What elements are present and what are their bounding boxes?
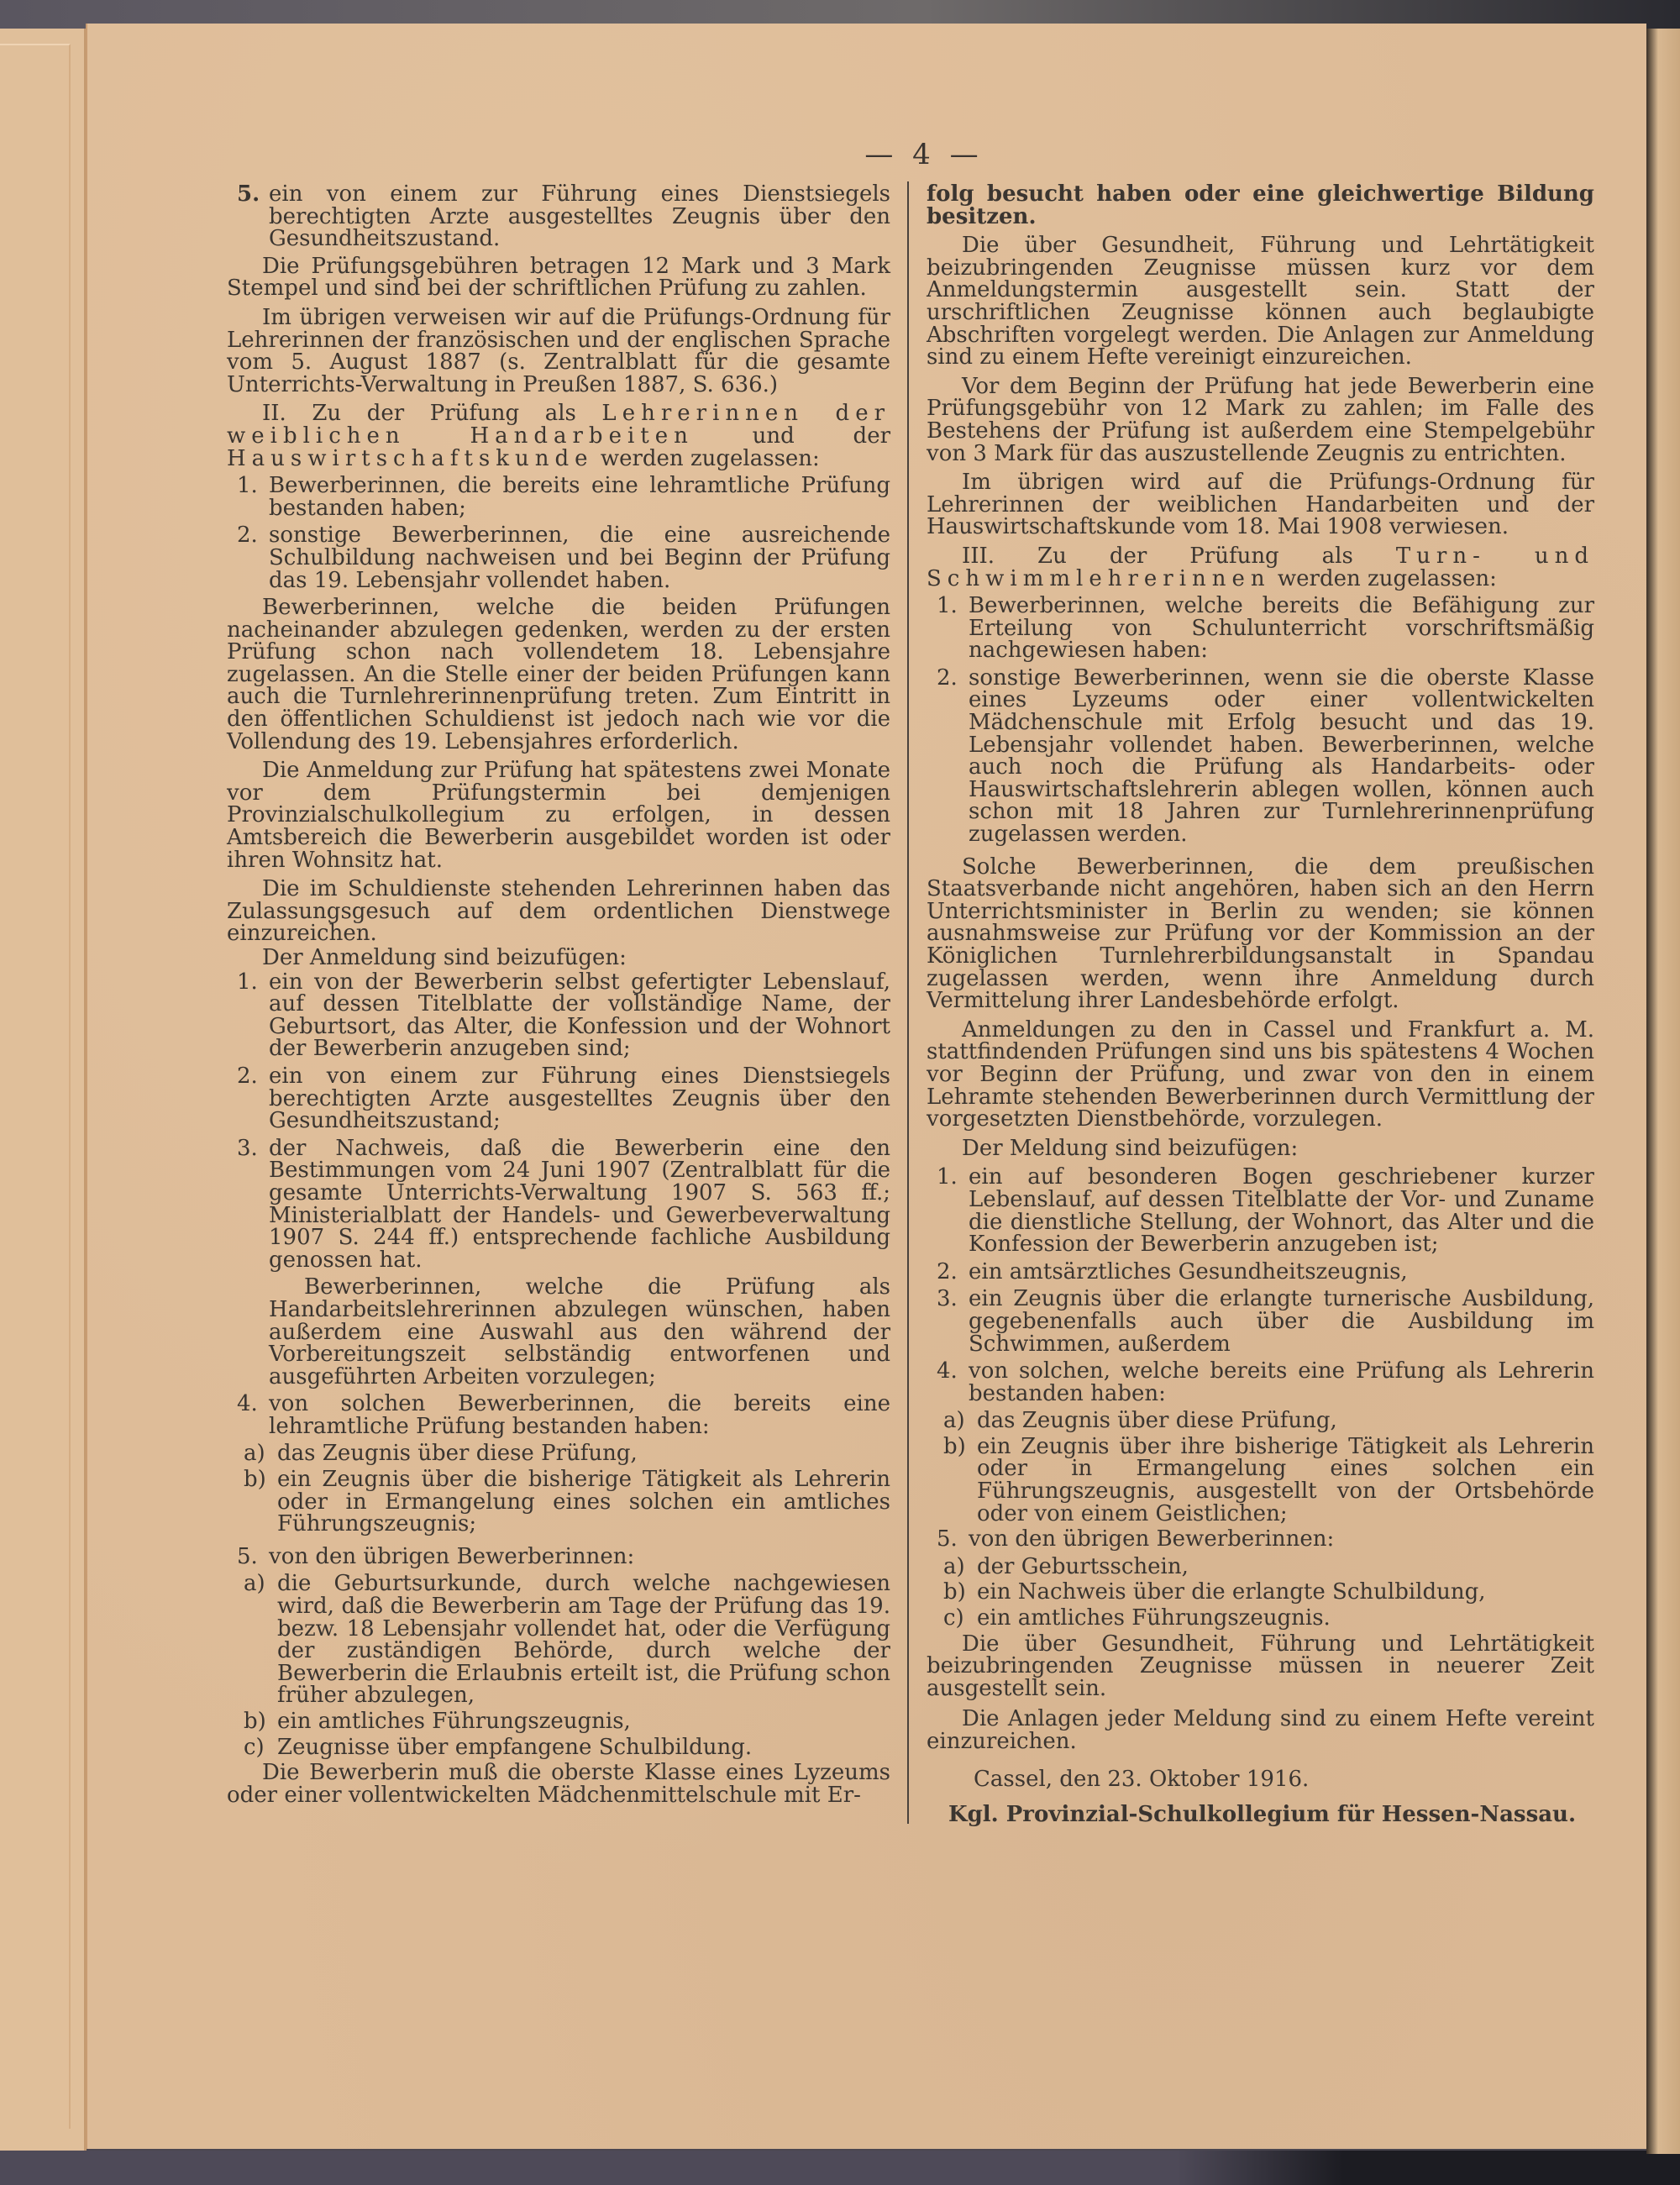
item-number: 2.	[937, 664, 958, 691]
item-text: ein auf besonderen Bogen geschriebener kurzer Lebenslauf, auf dessen Titelblatte der Vor- und Zuname die dienstliche Stellung, der Wohnort, das Alter und die Konfession der Bewerberin anzugeben ist;	[969, 1164, 1594, 1258]
item-number: 2.	[237, 1063, 258, 1089]
list-item	[227, 1065, 890, 1132]
section-heading-2	[227, 402, 890, 470]
page-number: — 4 —	[864, 138, 984, 171]
section-spaced-term: Turn- und Schwimmlehrerinnen	[927, 543, 1594, 591]
sub-item	[227, 1573, 890, 1707]
sub-item-letter: a)	[244, 1441, 265, 1467]
sub-item	[227, 1468, 890, 1536]
item-number: 1.	[237, 473, 258, 499]
section-prefix: II. Zu der Prüfung als	[262, 401, 576, 427]
list-item	[227, 971, 890, 1060]
item-number: 4.	[937, 1358, 958, 1384]
sub-item-text: das Zeugnis über diese Prüfung,	[977, 1408, 1337, 1434]
underlying-page-border	[0, 44, 71, 2129]
both-exams-paragraph: Bewerberinnen, welche die beiden Prüfungen nacheinander abzulegen gedenken, werden zu der ersten Prüfung schon nach vollendetem 18. Lebensjahre zugelassen. An die Stelle einer der beiden Prüfungen kann auch die Turnlehrerinnenprüfung treten. Zum Eintritt in den öffentlichen Schuldienst ist jedoch nach wie vor die Vollendung des 19. Lebensjahres erforderlich.	[227, 595, 890, 754]
sub-item-letter: b)	[244, 1709, 266, 1734]
sub-item-text: ein amtliches Führungszeugnis,	[277, 1709, 631, 1734]
item-text: sonstige Bewerberinnen, wenn sie die oberste Klasse eines Lyzeums oder einer vollentwickelten Mädchenschule mit Erfolg besucht und das 19. Lebensjahr vollendet haben. Bewerberinnen, welche auch noch die Prüfung als Handarbeits- oder Hauswirtschaftslehrerin ablegen wollen, können auch schon mit 18 Jahren zur Turnlehrerinnenprüfung zugelassen werden.	[969, 664, 1594, 848]
class-paragraph: Die Bewerberin muß die oberste Klasse eines Lyzeums oder einer vollentwickelten Mädchenmittelschule mit Er-	[227, 1760, 890, 1808]
item-text: der Nachweis, daß die Bewerberin eine den Bestimmungen vom 24 Juni 1907 (Zentralblatt für die gesamte Unterrichts-Verwaltung 1907 S. 563 ff.; Ministerialblatt der Handels- und Gewerbeverwaltung 1907 S. 244 ff.) entsprechende fachliche Ausbildung genossen hat.	[269, 1135, 890, 1273]
sub-item-letter: c)	[244, 1734, 265, 1760]
item-text: von den übrigen Bewerberinnen:	[269, 1543, 635, 1569]
sub-item-text: ein Zeugnis über ihre bisherige Tätigkeit als Lehrerin oder in Ermangelung eines solchen ein Führungszeugnis, ausgestellt von der Ortsbehörde oder von einem Geistlichen;	[977, 1433, 1594, 1526]
item-number: 1.	[937, 1164, 958, 1190]
section-suffix: werden zugelassen:	[600, 445, 820, 471]
list-item	[227, 1393, 890, 1437]
item-text: ein von einem zur Führung eines Dienstsiegels berechtigten Arzte ausgestelltes Zeugnis über den Gesundheitszustand;	[269, 1063, 890, 1134]
fees-paragraph: Die Prüfungsgebühren betragen 12 Mark und 3 Mark Stempel und sind bei der schriftlichen Prüfung zu zahlen.	[227, 253, 890, 302]
sub-item-text: ein Zeugnis über die bisherige Tätigkeit als Lehrerin oder in Ermangelung eines solchen ein amtliches Führungszeugnis;	[277, 1467, 890, 1537]
section-prefix: III. Zu der Prüfung als	[962, 543, 1353, 569]
section-mid: und der	[752, 423, 891, 449]
left-column	[227, 183, 890, 1813]
sub-item-letter: c)	[943, 1605, 964, 1631]
item-number: 3.	[237, 1135, 258, 1161]
item-text: ein amtsärztliches Gesundheitszeugnis,	[969, 1258, 1408, 1284]
service-paragraph: Die im Schuldienste stehenden Lehrerinnen haben das Zulassungsgesuch auf dem ordentlichen Dienstwege einzureichen.	[227, 876, 890, 947]
section-suffix: werden zugelassen:	[1277, 565, 1497, 591]
item-number: 3.	[937, 1286, 958, 1312]
list-item	[227, 524, 890, 591]
list-item	[927, 1258, 1594, 1284]
item-number: 2.	[937, 1258, 958, 1284]
list-item	[927, 595, 1594, 662]
registration-paragraph: Die Anmeldung zur Prüfung hat spätestens zwei Monate vor dem Prüfungstermin bei demjenigen Provinzialschulkollegium zu erfolgen, in dessen Amtsbereich die Bewerberin ausgebildet worden ist oder ihren Wohnsitz hat.	[227, 758, 890, 873]
list-item	[227, 475, 890, 519]
signature: Kgl. Provinzial-Schulkollegium für Hessen-Nassau.	[948, 1802, 1577, 1828]
list-item	[927, 664, 1594, 848]
sub-item-letter: a)	[244, 1571, 265, 1597]
sub-item-text: ein Nachweis über die erlangte Schulbildung,	[977, 1579, 1486, 1605]
sub-item	[927, 1553, 1594, 1579]
item-text: ein von einem zur Führung eines Dienstsiegels berechtigten Arzte ausgestelltes Zeugnis über den Gesundheitszustand.	[269, 181, 890, 252]
section-spaced-term: Lehrerinnen der weiblichen Handarbeiten	[227, 401, 891, 449]
item-number: 1.	[937, 593, 958, 619]
item-text: ein von der Bewerberin selbst gefertigter Lebenslauf, auf dessen Titelblatte der vollständige Name, der Geburtsort, das Alter, die Konfession und der Wohnort der Bewerberin anzugeben sind;	[269, 969, 890, 1062]
continuation-line: folg besucht haben oder eine gleichwertige Bildung besitzen.	[927, 181, 1594, 229]
sub-item-text: der Geburtsschein,	[977, 1553, 1189, 1579]
item-number: 4.	[237, 1391, 258, 1417]
section-spaced-term: Hauswirtschaftskunde	[227, 445, 594, 471]
right-column	[927, 183, 1594, 1826]
sub-item	[227, 1710, 890, 1733]
recent-certificates-paragraph: Die über Gesundheit, Führung und Lehrtätigkeit beizubringenden Zeugnisse müssen in neuerer Zeit ausgestellt sein.	[927, 1631, 1594, 1701]
list-item	[227, 1137, 890, 1272]
sub-item	[227, 1442, 890, 1465]
sub-item-letter: a)	[943, 1553, 965, 1579]
non-prussian-paragraph: Solche Bewerberinnen, die dem preußischen Staatsverbande nicht angehören, haben sich an den Herrn Unterrichtsminister in Berlin zu wenden; sie können ausnahmsweise zur Prüfung vor der Kommission an der Königlichen Turnlehrerbildungsanstalt in Spandau zugelassen werden, wenn ihre Anmeldung durch Vermittelung ihrer Landesbehörde erfolgt.	[927, 854, 1594, 1014]
sub-item	[927, 1581, 1594, 1604]
list-item	[227, 183, 890, 250]
item-number: 5.	[937, 1526, 958, 1552]
item-text: von den übrigen Bewerberinnen:	[969, 1526, 1335, 1552]
fee-paragraph: Vor dem Beginn der Prüfung hat jede Bewerberin eine Prüfungsgebühr von 12 Mark zu zahlen; im Falle des Bestehens der Prüfung ist außerdem eine Stempelgebühr von 3 Mark für das auszustellende Zeugnis zu entrichten.	[927, 373, 1594, 466]
reference-paragraph: Im übrigen wird auf die Prüfungs-Ordnung für Lehrerinnen der weiblichen Handarbeiten und der Hauswirtschaftskunde vom 18. Mai 1908 verwiesen.	[927, 470, 1594, 540]
item-number: 1.	[237, 969, 258, 995]
section-heading-3	[927, 545, 1594, 590]
sub-item	[927, 1607, 1594, 1630]
attachments-heading: Der Anmeldung sind beizufügen:	[262, 945, 627, 970]
list-item	[927, 1288, 1594, 1355]
date-line: Cassel, den 23. Oktober 1916.	[974, 1766, 1310, 1792]
sub-item-letter: b)	[943, 1433, 966, 1459]
handwork-paragraph: Bewerberinnen, welche die Prüfung als Handarbeitslehrerinnen abzulegen wünschen, haben außerdem eine Auswahl aus den während der Vorbereitungszeit selbständig entworfenen und ausgeführten Arbeiten vorzulegen;	[269, 1274, 890, 1389]
sub-item-letter: b)	[943, 1579, 966, 1605]
sub-item-text: Zeugnisse über empfangene Schulbildung.	[277, 1734, 753, 1760]
sub-item	[927, 1410, 1594, 1432]
bundle-paragraph: Die Anlagen jeder Meldung sind zu einem Hefte vereint einzureichen.	[927, 1706, 1594, 1754]
sub-item-text: das Zeugnis über diese Prüfung,	[277, 1441, 638, 1467]
sub-item-text: die Geburtsurkunde, durch welche nachgewiesen wird, daß die Bewerberin am Tage der Prüfung das 19. bezw. 18 Lebensjahr vollendet hat, oder die Verfügung der zuständigen Behörde, durch welche der Bewerberin die Erlaubnis erteilt ist, die Prüfung schon früher abzulegen,	[277, 1571, 890, 1709]
item-text: Bewerberinnen, die bereits eine lehramtliche Prüfung bestanden haben;	[269, 473, 890, 521]
column-divider	[907, 181, 909, 1824]
sub-item	[927, 1433, 1594, 1526]
item-text: ein Zeugnis über die erlangte turnerische Ausbildung, gegebenenfalls auch über die Ausbildung im Schwimmen, außerdem	[969, 1286, 1594, 1357]
sub-item-letter: a)	[943, 1408, 965, 1434]
underlying-page-edge	[0, 29, 87, 2151]
next-page-edge	[1646, 29, 1680, 2154]
item-text: von solchen Bewerberinnen, die bereits eine lehramtliche Prüfung bestanden haben:	[269, 1391, 890, 1439]
list-item	[927, 1528, 1594, 1551]
item-text: sonstige Bewerberinnen, die eine ausreichende Schulbildung nachweisen und bei Beginn der Prüfung das 19. Lebensjahr vollendet haben.	[269, 523, 890, 593]
sub-item-letter: b)	[244, 1467, 266, 1493]
sub-item	[227, 1736, 890, 1759]
item-text: von solchen, welche bereits eine Prüfung als Lehrerin bestanden haben:	[969, 1358, 1594, 1406]
item-number: 2.	[237, 523, 258, 549]
cassel-paragraph: Anmeldungen zu den in Cassel und Frankfurt a. M. stattfindenden Prüfungen sind uns bis spätestens 4 Wochen vor Beginn der Prüfung, und zwar von den in einem Lehramte stehenden Bewerberinnen durch Vermittlung der vorgesetzten Dienstbehörde, vorzulegen.	[927, 1016, 1594, 1132]
list-item	[927, 1360, 1594, 1405]
attachments-heading: Der Meldung sind beizufügen:	[962, 1135, 1299, 1161]
item-text: Bewerberinnen, welche bereits die Befähigung zur Erteilung von Schulunterricht vorschriftsmäßig nachgewiesen haben:	[969, 593, 1594, 664]
item-number: 5.	[237, 181, 260, 207]
background-table-bottom	[0, 2151, 1680, 2185]
item-number: 5.	[237, 1543, 258, 1569]
list-item	[927, 1164, 1594, 1258]
certificates-paragraph: Die über Gesundheit, Führung und Lehrtätigkeit beizubringenden Zeugnisse müssen kurz vor dem Anmeldungstermin ausgestellt sein. Statt der urschriftlichen Zeugnisse können auch beglaubigte Abschriften vorgelegt werden. Die Anlagen zur Anmeldung sind zu einem Hefte vereinigt einzureichen.	[927, 233, 1594, 370]
sub-item-text: ein amtliches Führungszeugnis.	[977, 1605, 1331, 1631]
reference-paragraph: Im übrigen verweisen wir auf die Prüfungs-Ordnung für Lehrerinnen der französischen und der englischen Sprache vom 5. August 1887 (s. Zentralblatt für die gesamte Unterrichts-Verwaltung in Preußen 1887, S. 636.)	[227, 304, 890, 397]
list-item	[227, 1543, 890, 1569]
